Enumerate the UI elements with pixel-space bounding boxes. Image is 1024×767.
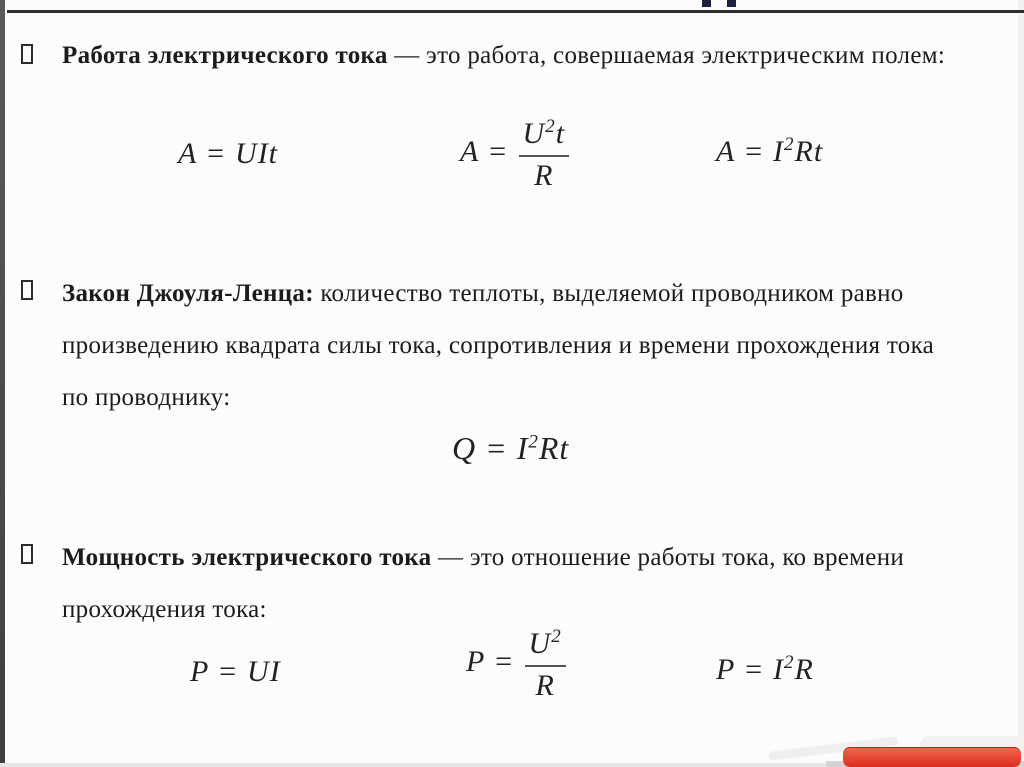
- heading-rest-text: — это отношение работы тока, ко времени: [431, 544, 905, 571]
- formula-a-uit: [178, 136, 278, 171]
- section-joule-lenz: [62, 268, 1014, 424]
- red-banner-cutoff[interactable]: [843, 747, 1021, 767]
- text-line: по проводнику:: [62, 384, 231, 411]
- heading-bold-text: Работа электрического тока: [62, 42, 388, 69]
- fraction-numerator: [519, 108, 570, 157]
- formula-text: U: [528, 627, 552, 660]
- heading-bold-text: Закон Джоуля-Ленца:: [62, 280, 314, 307]
- formula-text: A = UIt: [178, 137, 279, 170]
- formula-superscript: 2: [545, 116, 556, 137]
- fraction: [525, 618, 566, 705]
- formula-superscript: 2: [784, 134, 795, 155]
- formula-lhs: A =: [460, 134, 509, 168]
- formula-superscript: 2: [528, 431, 539, 453]
- formula-p-u2-over-r: [466, 618, 566, 705]
- cut-off-title-remnant-icon: [702, 0, 711, 7]
- left-frame-edge: [0, 0, 5, 767]
- formula-text: P = I: [716, 653, 785, 686]
- formula-a-u2t-over-r: [460, 108, 569, 195]
- missing-glyph-bullet-icon: [21, 44, 33, 64]
- text-line: прохождения тока:: [62, 596, 267, 623]
- formula-text: t: [555, 117, 566, 150]
- formula-text: Rt: [538, 430, 570, 466]
- text-line: [62, 532, 1014, 584]
- formula-text: U: [522, 117, 546, 150]
- missing-glyph-bullet-icon: [21, 544, 33, 564]
- formula-text: R: [794, 653, 814, 686]
- formula-p-i2r: [716, 652, 814, 687]
- formula-text: Q = I: [452, 430, 529, 466]
- top-border-rule: [7, 10, 1024, 13]
- missing-glyph-bullet-icon: [21, 280, 33, 300]
- formula-lhs: P =: [466, 644, 515, 678]
- heading-bold-text: Мощность электрического тока: [62, 544, 432, 571]
- heading-rest-text: количество теплоты, выделяемой проводником равно: [313, 280, 904, 307]
- formula-q-i2rt: [452, 430, 569, 467]
- cut-off-title-remnant-icon: [727, 0, 736, 7]
- fraction-numerator: [525, 618, 566, 667]
- text-line: произведению квадрата силы тока, сопротивления и времени прохождения тока: [62, 332, 935, 359]
- formula-text: Rt: [794, 135, 824, 168]
- section-heading-work: [62, 30, 1014, 82]
- text-line: [62, 268, 1014, 320]
- formula-p-ui: [190, 654, 281, 689]
- formula-a-i2rt: [716, 134, 823, 169]
- formula-superscript: 2: [551, 626, 562, 647]
- formula-text: P = UI: [190, 655, 281, 688]
- fraction-denominator: R: [535, 669, 555, 702]
- fraction-denominator: R: [534, 159, 554, 192]
- heading-rest-text: — это работа, совершаемая электрическим полем:: [387, 42, 946, 69]
- right-frame-edge: [1018, 0, 1024, 767]
- formula-text: A = I: [716, 135, 785, 168]
- fraction: [519, 108, 570, 195]
- formula-superscript: 2: [784, 652, 795, 673]
